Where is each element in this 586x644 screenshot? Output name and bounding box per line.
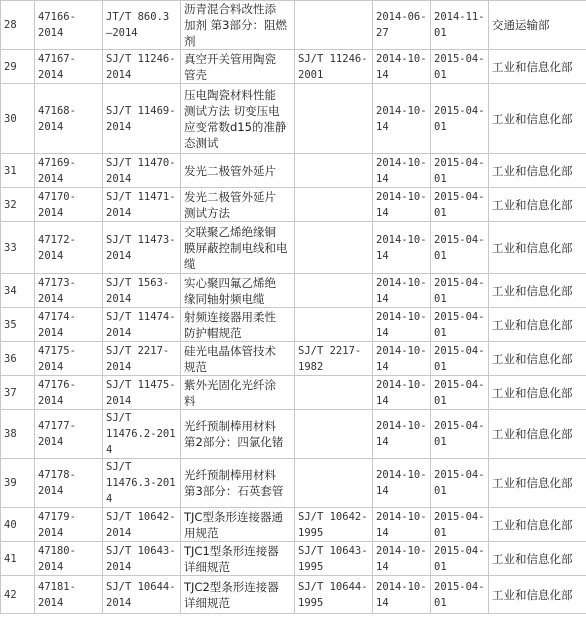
table-row <box>1 188 586 222</box>
replaced-standard-cell: SJ/T 10643- 1995 <box>295 542 373 576</box>
row-number-cell: 33 <box>1 222 35 274</box>
publish-date-cell: 2014-10- 14 <box>373 222 431 274</box>
standard-number-cell: 47180- 2014 <box>35 542 103 576</box>
replaced-standard-cell: SJ/T 10644- 1995 <box>295 576 373 614</box>
standard-code-cell: SJ/T 11473- 2014 <box>103 222 181 274</box>
row-number-cell: 40 <box>1 508 35 542</box>
publish-date-cell: 2014-10- 14 <box>373 50 431 84</box>
department-cell: 工业和信息化部 <box>489 410 586 459</box>
implement-date-cell: 2015-04- 01 <box>431 542 489 576</box>
standard-number-cell: 47173- 2014 <box>35 274 103 308</box>
standard-code-cell: SJ/T 11475- 2014 <box>103 376 181 410</box>
standard-code-cell: SJ/T 11476.2-2014 <box>103 410 181 459</box>
standard-number-cell: 47174- 2014 <box>35 308 103 342</box>
replaced-standard-cell: SJ/T 2217- 1982 <box>295 342 373 376</box>
department-cell: 工业和信息化部 <box>489 459 586 508</box>
publish-date-cell: 2014-06- 27 <box>373 1 431 50</box>
replaced-standard-cell <box>295 188 373 222</box>
standard-number-cell: 47177- 2014 <box>35 410 103 459</box>
table-row <box>1 308 586 342</box>
standard-number-cell: 47178- 2014 <box>35 459 103 508</box>
table-row <box>1 274 586 308</box>
implement-date-cell: 2015-04- 01 <box>431 84 489 154</box>
replaced-standard-cell <box>295 84 373 154</box>
publish-date-cell: 2014-10- 14 <box>373 274 431 308</box>
standard-name-cell: 交联聚乙烯绝缘铜 膜屏蔽控制电线和电 缆 <box>181 222 295 274</box>
publish-date-cell: 2014-10- 14 <box>373 542 431 576</box>
table-row <box>1 508 586 542</box>
publish-date-cell: 2014-10- 14 <box>373 342 431 376</box>
implement-date-cell: 2015-04- 01 <box>431 410 489 459</box>
table-body <box>1 1 586 614</box>
standard-name-cell: 压电陶瓷材料性能 测试方法 切变压电 应变常数d15的准静 态测试 <box>181 84 295 154</box>
standard-code-cell: SJ/T 10642- 2014 <box>103 508 181 542</box>
row-number-cell: 36 <box>1 342 35 376</box>
row-number-cell: 34 <box>1 274 35 308</box>
standard-name-cell: 实心聚四氟乙烯绝 缘同轴射频电缆 <box>181 274 295 308</box>
table-row <box>1 459 586 508</box>
replaced-standard-cell: SJ/T 10642- 1995 <box>295 508 373 542</box>
department-cell: 交通运输部 <box>489 1 586 50</box>
publish-date-cell: 2014-10- 14 <box>373 84 431 154</box>
department-cell: 工业和信息化部 <box>489 50 586 84</box>
replaced-standard-cell <box>295 459 373 508</box>
replaced-standard-cell <box>295 1 373 50</box>
implement-date-cell: 2015-04- 01 <box>431 342 489 376</box>
department-cell: 工业和信息化部 <box>489 84 586 154</box>
implement-date-cell: 2015-04- 01 <box>431 459 489 508</box>
table-row <box>1 1 586 50</box>
standard-code-cell: SJ/T 11471- 2014 <box>103 188 181 222</box>
standard-code-cell: SJ/T 2217- 2014 <box>103 342 181 376</box>
implement-date-cell: 2015-04- 01 <box>431 508 489 542</box>
standard-name-cell: 沥青混合料改性添 加剂 第3部分：阻燃 剂 <box>181 1 295 50</box>
replaced-standard-cell <box>295 154 373 188</box>
standard-code-cell: SJ/T 11474- 2014 <box>103 308 181 342</box>
publish-date-cell: 2014-10- 14 <box>373 508 431 542</box>
department-cell: 工业和信息化部 <box>489 542 586 576</box>
table-row <box>1 222 586 274</box>
standard-code-cell: SJ/T 11470- 2014 <box>103 154 181 188</box>
standard-number-cell: 47170- 2014 <box>35 188 103 222</box>
publish-date-cell: 2014-10- 14 <box>373 188 431 222</box>
replaced-standard-cell <box>295 376 373 410</box>
row-number-cell: 29 <box>1 50 35 84</box>
publish-date-cell: 2014-10- 14 <box>373 459 431 508</box>
standard-code-cell: SJ/T 1563- 2014 <box>103 274 181 308</box>
standard-code-cell: JT/T 860.3 —2014 <box>103 1 181 50</box>
row-number-cell: 28 <box>1 1 35 50</box>
implement-date-cell: 2015-04- 01 <box>431 576 489 614</box>
standard-name-cell: 光纤预制棒用材料 第2部分：四氯化锗 <box>181 410 295 459</box>
standard-code-cell: SJ/T 10643- 2014 <box>103 542 181 576</box>
table-row <box>1 84 586 154</box>
department-cell: 工业和信息化部 <box>489 222 586 274</box>
publish-date-cell: 2014-10- 14 <box>373 154 431 188</box>
implement-date-cell: 2014-11- 01 <box>431 1 489 50</box>
department-cell: 工业和信息化部 <box>489 154 586 188</box>
implement-date-cell: 2015-04- 01 <box>431 308 489 342</box>
standard-number-cell: 47176- 2014 <box>35 376 103 410</box>
table-row <box>1 410 586 459</box>
standard-name-cell: TJC2型条形连接器 详细规范 <box>181 576 295 614</box>
standard-number-cell: 47181- 2014 <box>35 576 103 614</box>
row-number-cell: 41 <box>1 542 35 576</box>
implement-date-cell: 2015-04- 01 <box>431 50 489 84</box>
table-row <box>1 576 586 614</box>
row-number-cell: 35 <box>1 308 35 342</box>
standard-name-cell: TJC1型条形连接器 详细规范 <box>181 542 295 576</box>
table-row <box>1 342 586 376</box>
row-number-cell: 30 <box>1 84 35 154</box>
replaced-standard-cell: SJ/T 11246- 2001 <box>295 50 373 84</box>
row-number-cell: 38 <box>1 410 35 459</box>
standard-number-cell: 47179- 2014 <box>35 508 103 542</box>
implement-date-cell: 2015-04- 01 <box>431 222 489 274</box>
standard-name-cell: 真空开关管用陶瓷 管壳 <box>181 50 295 84</box>
standard-code-cell: SJ/T 10644- 2014 <box>103 576 181 614</box>
publish-date-cell: 2014-10- 14 <box>373 410 431 459</box>
replaced-standard-cell <box>295 274 373 308</box>
implement-date-cell: 2015-04- 01 <box>431 154 489 188</box>
standard-number-cell: 47169- 2014 <box>35 154 103 188</box>
row-number-cell: 37 <box>1 376 35 410</box>
row-number-cell: 31 <box>1 154 35 188</box>
standard-number-cell: 47172- 2014 <box>35 222 103 274</box>
standard-name-cell: 光纤预制棒用材料 第3部分：石英套管 <box>181 459 295 508</box>
department-cell: 工业和信息化部 <box>489 342 586 376</box>
table-row <box>1 542 586 576</box>
standard-name-cell: 紫外光固化光纤涂 料 <box>181 376 295 410</box>
department-cell: 工业和信息化部 <box>489 308 586 342</box>
replaced-standard-cell <box>295 308 373 342</box>
table-row <box>1 376 586 410</box>
row-number-cell: 42 <box>1 576 35 614</box>
standard-name-cell: 发光二极管外延片 测试方法 <box>181 188 295 222</box>
standard-number-cell: 47168- 2014 <box>35 84 103 154</box>
standard-code-cell: SJ/T 11246- 2014 <box>103 50 181 84</box>
table-row <box>1 50 586 84</box>
department-cell: 工业和信息化部 <box>489 508 586 542</box>
department-cell: 工业和信息化部 <box>489 576 586 614</box>
standard-name-cell: TJC型条形连接器通 用规范 <box>181 508 295 542</box>
standard-code-cell: SJ/T 11476.3-2014 <box>103 459 181 508</box>
publish-date-cell: 2014-10- 14 <box>373 308 431 342</box>
department-cell: 工业和信息化部 <box>489 274 586 308</box>
replaced-standard-cell <box>295 410 373 459</box>
implement-date-cell: 2015-04- 01 <box>431 376 489 410</box>
replaced-standard-cell <box>295 222 373 274</box>
department-cell: 工业和信息化部 <box>489 376 586 410</box>
publish-date-cell: 2014-10- 14 <box>373 576 431 614</box>
standard-number-cell: 47166- 2014 <box>35 1 103 50</box>
table-row <box>1 154 586 188</box>
standard-number-cell: 47167- 2014 <box>35 50 103 84</box>
publish-date-cell: 2014-10- 14 <box>373 376 431 410</box>
standard-code-cell: SJ/T 11469- 2014 <box>103 84 181 154</box>
implement-date-cell: 2015-04- 01 <box>431 188 489 222</box>
row-number-cell: 39 <box>1 459 35 508</box>
standard-number-cell: 47175- 2014 <box>35 342 103 376</box>
standard-name-cell: 发光二极管外延片 <box>181 154 295 188</box>
standard-name-cell: 硅光电晶体管技术 规范 <box>181 342 295 376</box>
implement-date-cell: 2015-04- 01 <box>431 274 489 308</box>
row-number-cell: 32 <box>1 188 35 222</box>
standard-name-cell: 射频连接器用柔性 防护帽规范 <box>181 308 295 342</box>
department-cell: 工业和信息化部 <box>489 188 586 222</box>
